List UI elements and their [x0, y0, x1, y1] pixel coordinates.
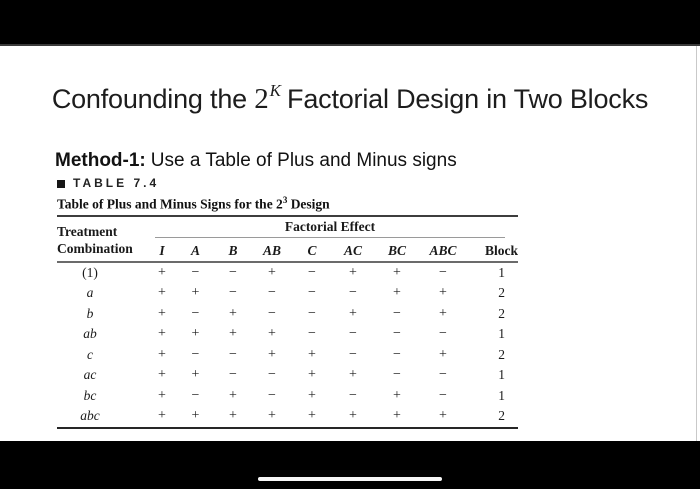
block-cell: 2 [498, 305, 505, 321]
treatment-header-line1: Treatment [57, 224, 118, 239]
block-cell: 2 [498, 346, 505, 362]
title-text-suffix: Factorial Design in Two Blocks [279, 84, 649, 114]
effect-column-header: A [190, 243, 200, 258]
sign-cell: + [229, 408, 237, 423]
sign-cell: + [349, 367, 357, 382]
bottom-letterbox-bar [0, 441, 700, 489]
method-line [55, 150, 457, 172]
table-row [57, 263, 518, 284]
sign-cell: − [393, 305, 401, 321]
treatment-cell: abc [80, 408, 100, 423]
treatment-cell: c [87, 346, 93, 362]
sign-cell: − [349, 387, 357, 403]
sign-cell: + [349, 408, 357, 423]
sign-cell: + [308, 387, 316, 403]
sign-cell: + [349, 264, 357, 280]
sign-cell: − [268, 367, 276, 382]
sign-cell: + [191, 367, 200, 382]
sign-cell: + [439, 305, 447, 321]
sign-cell: + [308, 346, 316, 362]
sign-cell: − [268, 285, 276, 300]
block-column-header: Block [484, 243, 518, 258]
table-caption [57, 193, 518, 212]
effect-column-header: I [159, 243, 165, 258]
sign-cell: + [158, 285, 166, 300]
treatment-cell: bc [83, 387, 97, 403]
sign-cell: + [158, 346, 166, 362]
sign-cell: − [349, 326, 357, 341]
sign-cell: − [308, 264, 316, 280]
treatment-header-line2: Combination [57, 241, 133, 256]
treatment-cell: b [86, 305, 94, 321]
sign-cell: − [191, 264, 200, 280]
table-tag-label: TABLE 7.4 [73, 176, 160, 190]
sign-cell: − [191, 387, 200, 403]
top-letterbox-bar [0, 0, 700, 46]
slide-right-edge-line [696, 46, 697, 441]
block-cell: 1 [498, 387, 505, 403]
sign-cell: + [268, 326, 276, 341]
sign-cell: + [308, 408, 316, 423]
home-indicator-handle[interactable] [258, 477, 442, 481]
effect-column-header: C [307, 243, 317, 258]
block-cell: 2 [498, 408, 505, 423]
title-math-base: 2 [254, 83, 269, 115]
sign-cell: − [229, 367, 237, 382]
sign-cell: + [393, 387, 401, 403]
sign-cell: − [393, 326, 401, 341]
sign-cell: + [191, 326, 200, 341]
block-cell: 1 [498, 326, 505, 341]
sign-cell: + [229, 387, 237, 403]
factorial-effect-spanner: Factorial Effect [155, 219, 505, 238]
table-header [57, 217, 518, 261]
sign-cell: − [393, 346, 401, 362]
table-row [57, 304, 518, 325]
sign-cell: + [393, 408, 401, 423]
sign-cell: + [439, 408, 447, 423]
table-row [57, 283, 518, 304]
sign-cell: − [393, 367, 401, 382]
block-cell: 1 [498, 367, 505, 382]
sign-cell: + [439, 285, 447, 300]
sign-cell: + [393, 285, 401, 300]
sign-cell: + [191, 285, 200, 300]
sign-cell: + [158, 326, 166, 341]
caption-suffix: Design [287, 196, 330, 212]
sign-cell: − [229, 346, 237, 362]
effect-column-header: ABC [429, 243, 457, 258]
caption-prefix: Table of Plus and Minus Signs for the 2 [57, 196, 283, 212]
method-text: Use a Table of Plus and Minus signs [150, 150, 457, 171]
table-row [57, 345, 518, 366]
sign-cell: + [268, 408, 276, 423]
table-row [57, 386, 518, 407]
sign-cell: − [349, 285, 357, 300]
square-bullet-icon [57, 180, 65, 188]
sign-cell: + [229, 326, 237, 341]
table-body [57, 263, 518, 427]
sign-cell: + [191, 408, 200, 423]
sign-cell: + [158, 305, 166, 321]
sign-cell: + [158, 408, 166, 423]
sign-cell: − [268, 387, 276, 403]
sign-cell: − [191, 305, 200, 321]
table-row [57, 324, 518, 345]
sign-cell: + [349, 305, 357, 321]
table-section [57, 177, 518, 429]
sign-cell: − [308, 285, 316, 300]
sign-cell: − [268, 305, 276, 321]
table-bottom-rule [57, 427, 518, 430]
title-math-exponent: K [269, 81, 281, 100]
sign-cell: + [393, 264, 401, 280]
block-cell: 2 [498, 285, 505, 300]
effect-column-header: BC [387, 243, 406, 258]
treatment-cell: ac [83, 367, 97, 382]
sign-cell: − [308, 305, 316, 321]
sign-cell: − [439, 387, 447, 403]
treatment-cell: (1) [82, 264, 98, 280]
effect-column-header: B [228, 243, 238, 258]
sign-cell: − [439, 264, 447, 280]
title-math-term [254, 83, 279, 115]
sign-cell: − [439, 367, 447, 382]
table-row [57, 365, 518, 386]
treatment-cell: a [86, 285, 94, 300]
effect-column-header: AB [262, 243, 281, 258]
sign-cell: + [158, 387, 166, 403]
sign-cell: + [308, 367, 316, 382]
sign-cell: − [308, 326, 316, 341]
sign-cell: − [349, 346, 357, 362]
caption-exponent: 3 [282, 195, 288, 205]
sign-cell: + [439, 346, 447, 362]
sign-cell: − [191, 346, 200, 362]
slide-title [0, 83, 700, 116]
sign-cell: + [229, 305, 237, 321]
sign-cell: + [268, 346, 276, 362]
treatment-cell: ab [83, 326, 97, 341]
sign-cell: − [439, 326, 447, 341]
sign-cell: + [158, 264, 166, 280]
title-text-prefix: Confounding the [51, 84, 255, 114]
block-cell: 1 [498, 264, 505, 280]
sign-cell: + [158, 367, 166, 382]
effect-column-header: AC [343, 243, 362, 258]
slide-page [0, 46, 700, 441]
treatment-column-header [57, 223, 133, 257]
table-tag-line [57, 177, 518, 190]
method-label: Method-1: [55, 150, 146, 171]
sign-cell: + [268, 264, 276, 280]
table-row [57, 406, 518, 427]
column-headers-row [147, 242, 518, 260]
sign-cell: − [229, 264, 237, 280]
sign-cell: − [229, 285, 237, 300]
